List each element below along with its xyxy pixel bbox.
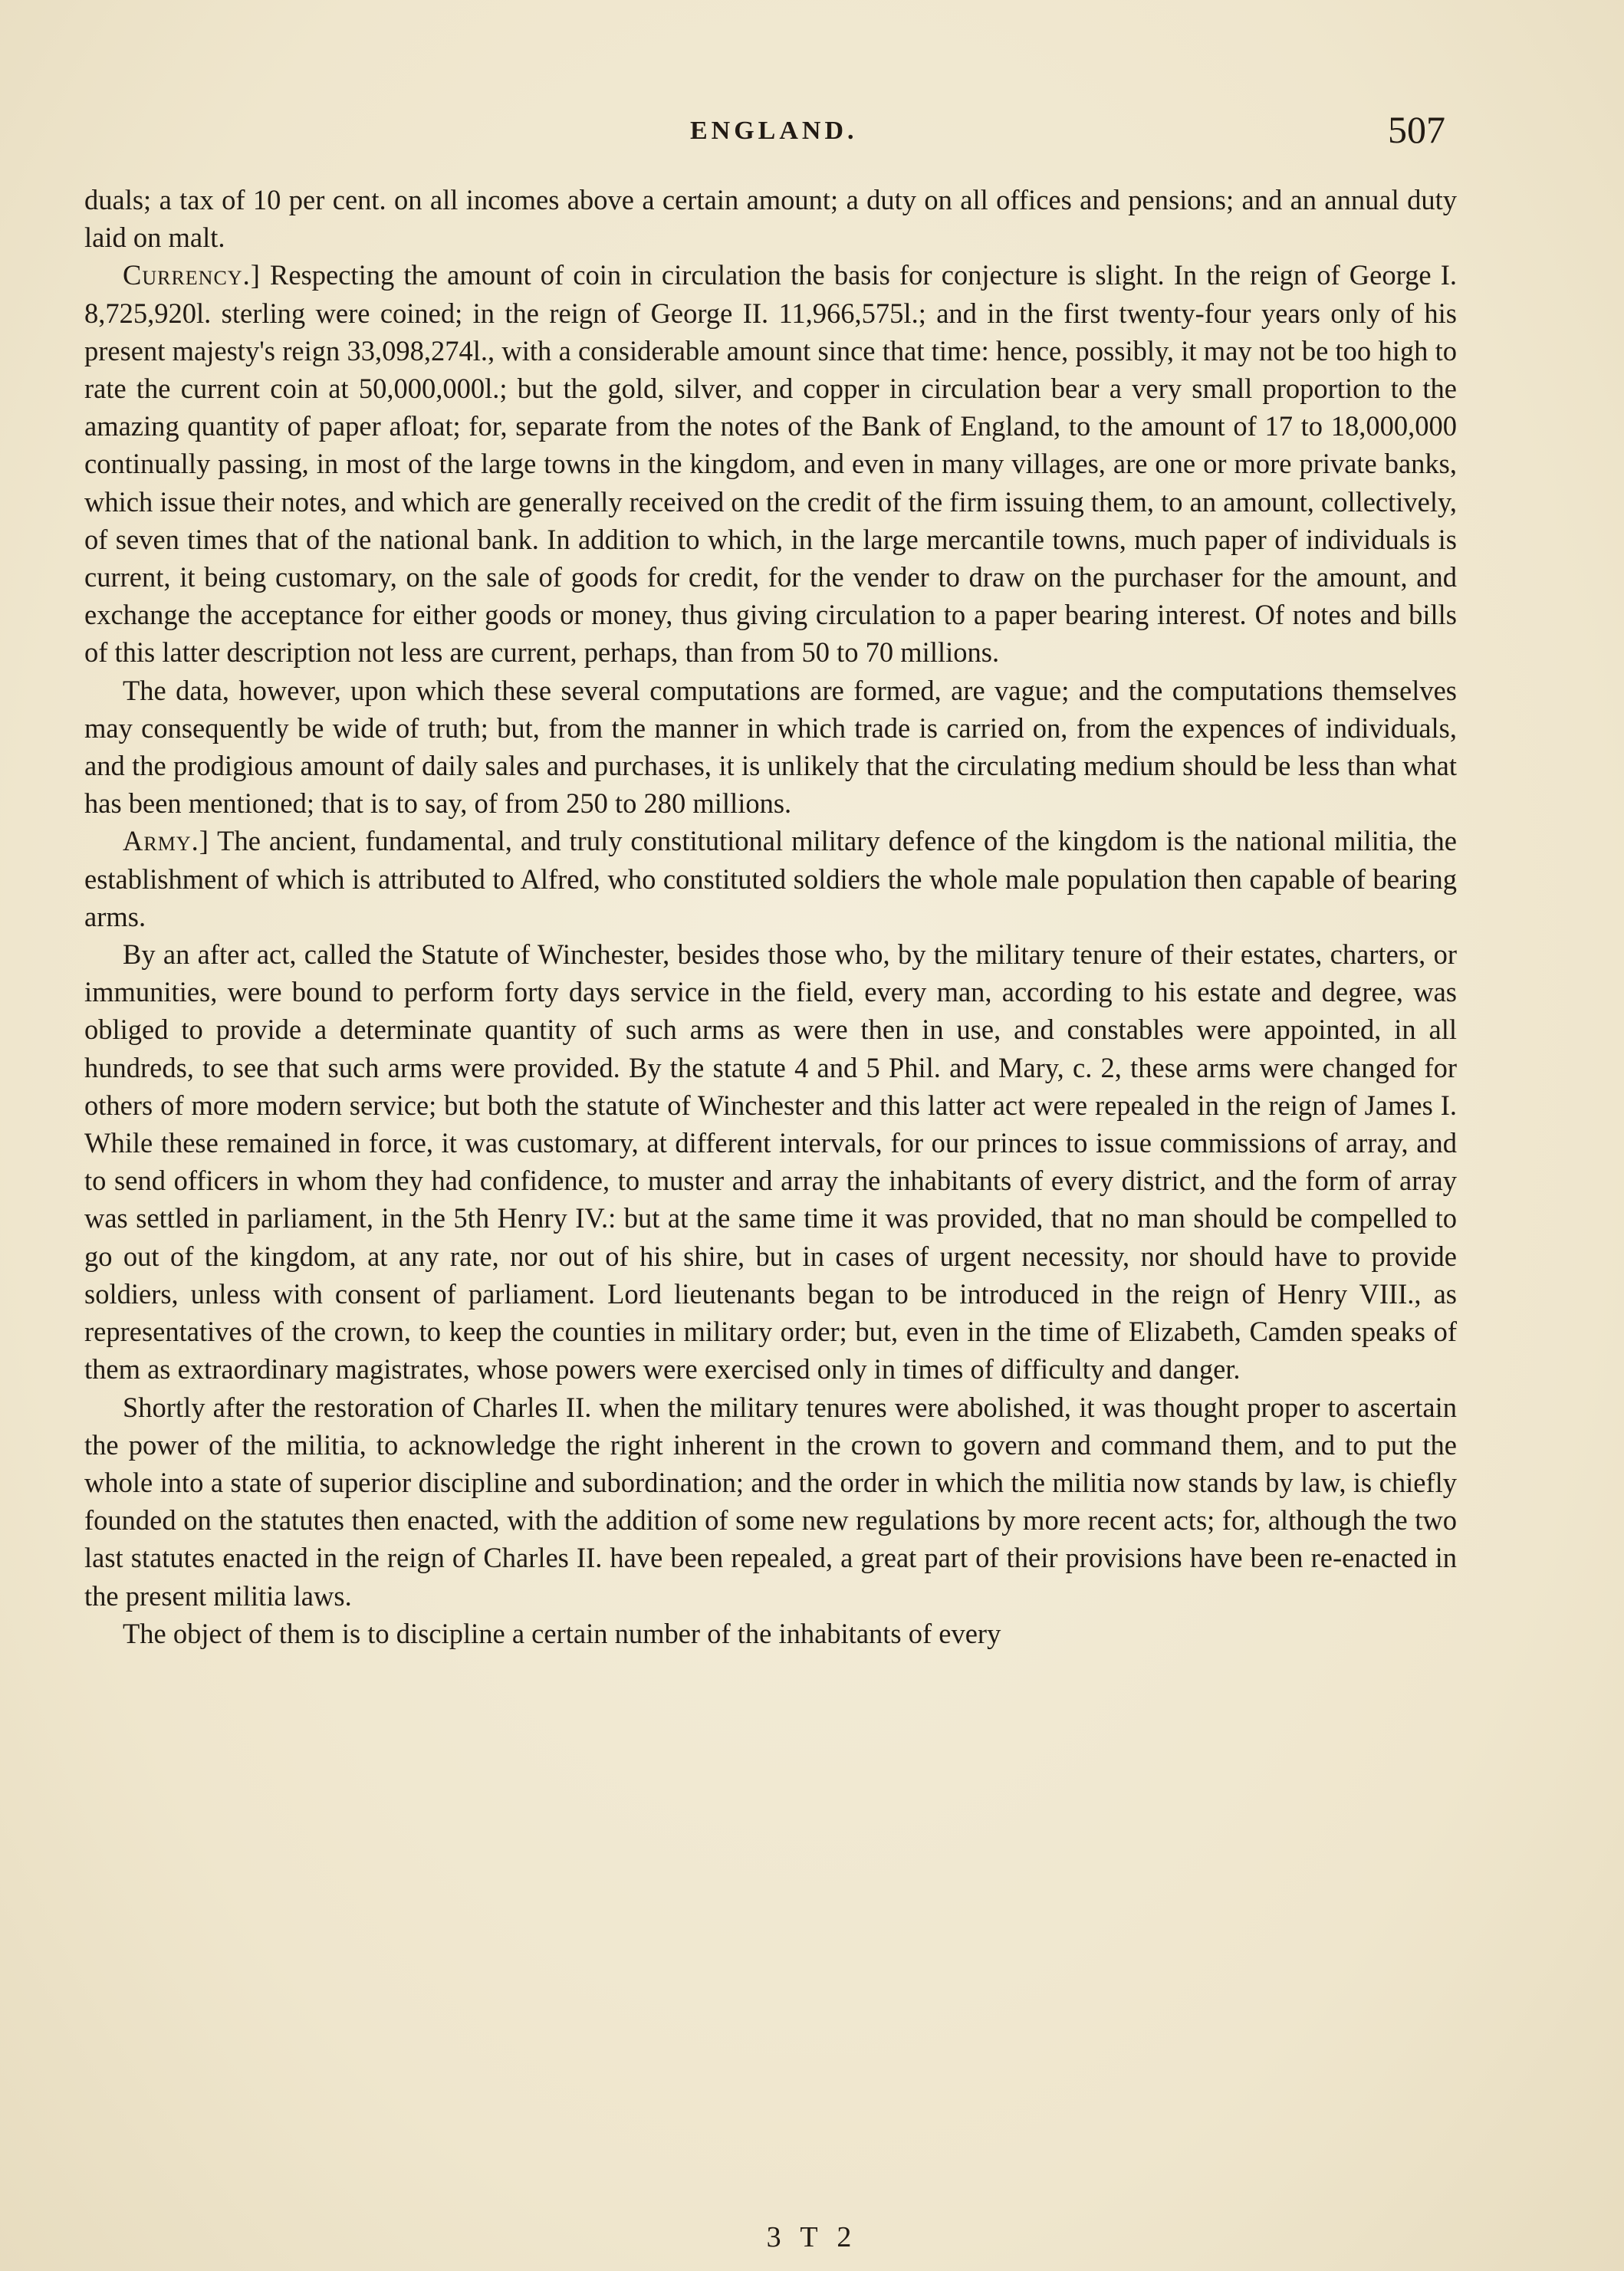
paragraph: By an after act, called the Statute of Winchester, besides those who, by the military tenure of their estates, charters, or immunities, were bound to perform forty days service in the field, every man, according to his estate and degree, was obliged to provide a determinate quantity of such arms as were then in use, and constables were appointed, in all hundreds, to see that such arms were provided. By the statute 4 and 5 Phil. and Mary, c. 2, these arms were changed for others of more modern service; but both the statute of Winchester and this latter act were repealed in the reign of James I. While these remained in force, it was customary, at different intervals, for our princes to issue commissions of array, and to send officers in whom they had confidence, to muster and array the inhabitants of every district, and the form of array was settled in parliament, in the 5th Henry IV.: but at the same time it was provided, that no man should be compelled to go out of the kingdom, at any rate, nor out of his shire, but in cases of urgent necessity, nor should have to provide soldiers, unless with consent of parliament. Lord lieutenants began to be introduced in the reign of Henry VIII., as representatives of the crown, to keep the counties in military order; but, even in the time of Elizabeth, Camden speaks of them as extraordinary magistrates, whose powers were exercised only in times of difficulty and danger. bbox=[84, 938, 1457, 1385]
running-title: ENGLAND. bbox=[690, 117, 858, 145]
section-heading: Currency.] bbox=[123, 259, 261, 291]
signature-mark: 3 T 2 bbox=[766, 2221, 858, 2253]
section-heading: Army.] bbox=[123, 825, 209, 857]
paragraph: The object of them is to discipline a certain number of the inhabitants of every bbox=[123, 1617, 1001, 1649]
paragraph: Army.] The ancient, fundamental, and truly constitutional military defence of the kingdom is the national militia, the establishment of which is attributed to Alfred, who constituted soldiers the whole male population then capable of bearing arms. bbox=[84, 825, 1457, 932]
paragraph: Shortly after the restoration of Charles II. when the military tenures were abolished, it was thought proper to ascertain the power of the militia, to acknowledge the right inherent in the crown to govern and command them, and to put the whole into a state of superior discipline and subordination; and the order in which the militia now stands by law, is chiefly founded on the statutes then enacted, with the addition of some new regulations by more recent acts; for, although the two last statutes enacted in the reign of Charles II. have been repealed, a great part of their provisions have been re-enacted in the present militia laws. bbox=[84, 1391, 1457, 1612]
paragraph: Currency.] Respecting the amount of coin in circulation the basis for conjecture is slight. In the reign of George I. 8,725,920l. sterling were coined; in the reign of George II. 11,966,575l.; and in the first twenty-four years only of his present majesty's reign 33,098,274l., with a considerable amount since that time: hence, possibly, it may not be too high to rate the current coin at 50,000,000l.; but the gold, silver, and copper in circulation bear a very small proportion to the amazing quantity of paper afloat; for, separate from the notes of the Bank of England, to the amount of 17 to 18,000,000 continually passing, in most of the large towns in the kingdom, and even in many villages, are one or more private banks, which issue their notes, and which are generally received on the credit of the firm issuing them, to an amount, collectively, of seven times that of the national bank. In addition to which, in the large mercantile towns, much paper of individuals is current, it being customary, on the sale of goods for credit, for the vender to draw on the purchaser for the amount, and exchange the acceptance for either goods or money, thus giving circulation to a paper bearing interest. Of notes and bills of this latter description not less are current, perhaps, than from 50 to 70 millions. bbox=[84, 259, 1457, 669]
paragraph: duals; a tax of 10 per cent. on all incomes above a certain amount; a duty on all offices and pensions; and an annual duty laid on malt. bbox=[84, 184, 1457, 254]
page-number: 507 bbox=[1388, 108, 1445, 151]
body-text bbox=[84, 181, 1457, 1652]
running-header bbox=[0, 107, 1624, 161]
paragraph: The data, however, upon which these several computations are formed, are vague; and the computations themselves may consequently be wide of truth; but, from the manner in which trade is carried on, from the expences of individuals, and the prodigious amount of daily sales and purchases, it is unlikely that the circulating medium should be less than what has been mentioned; that is to say, of from 250 to 280 millions. bbox=[84, 674, 1457, 820]
